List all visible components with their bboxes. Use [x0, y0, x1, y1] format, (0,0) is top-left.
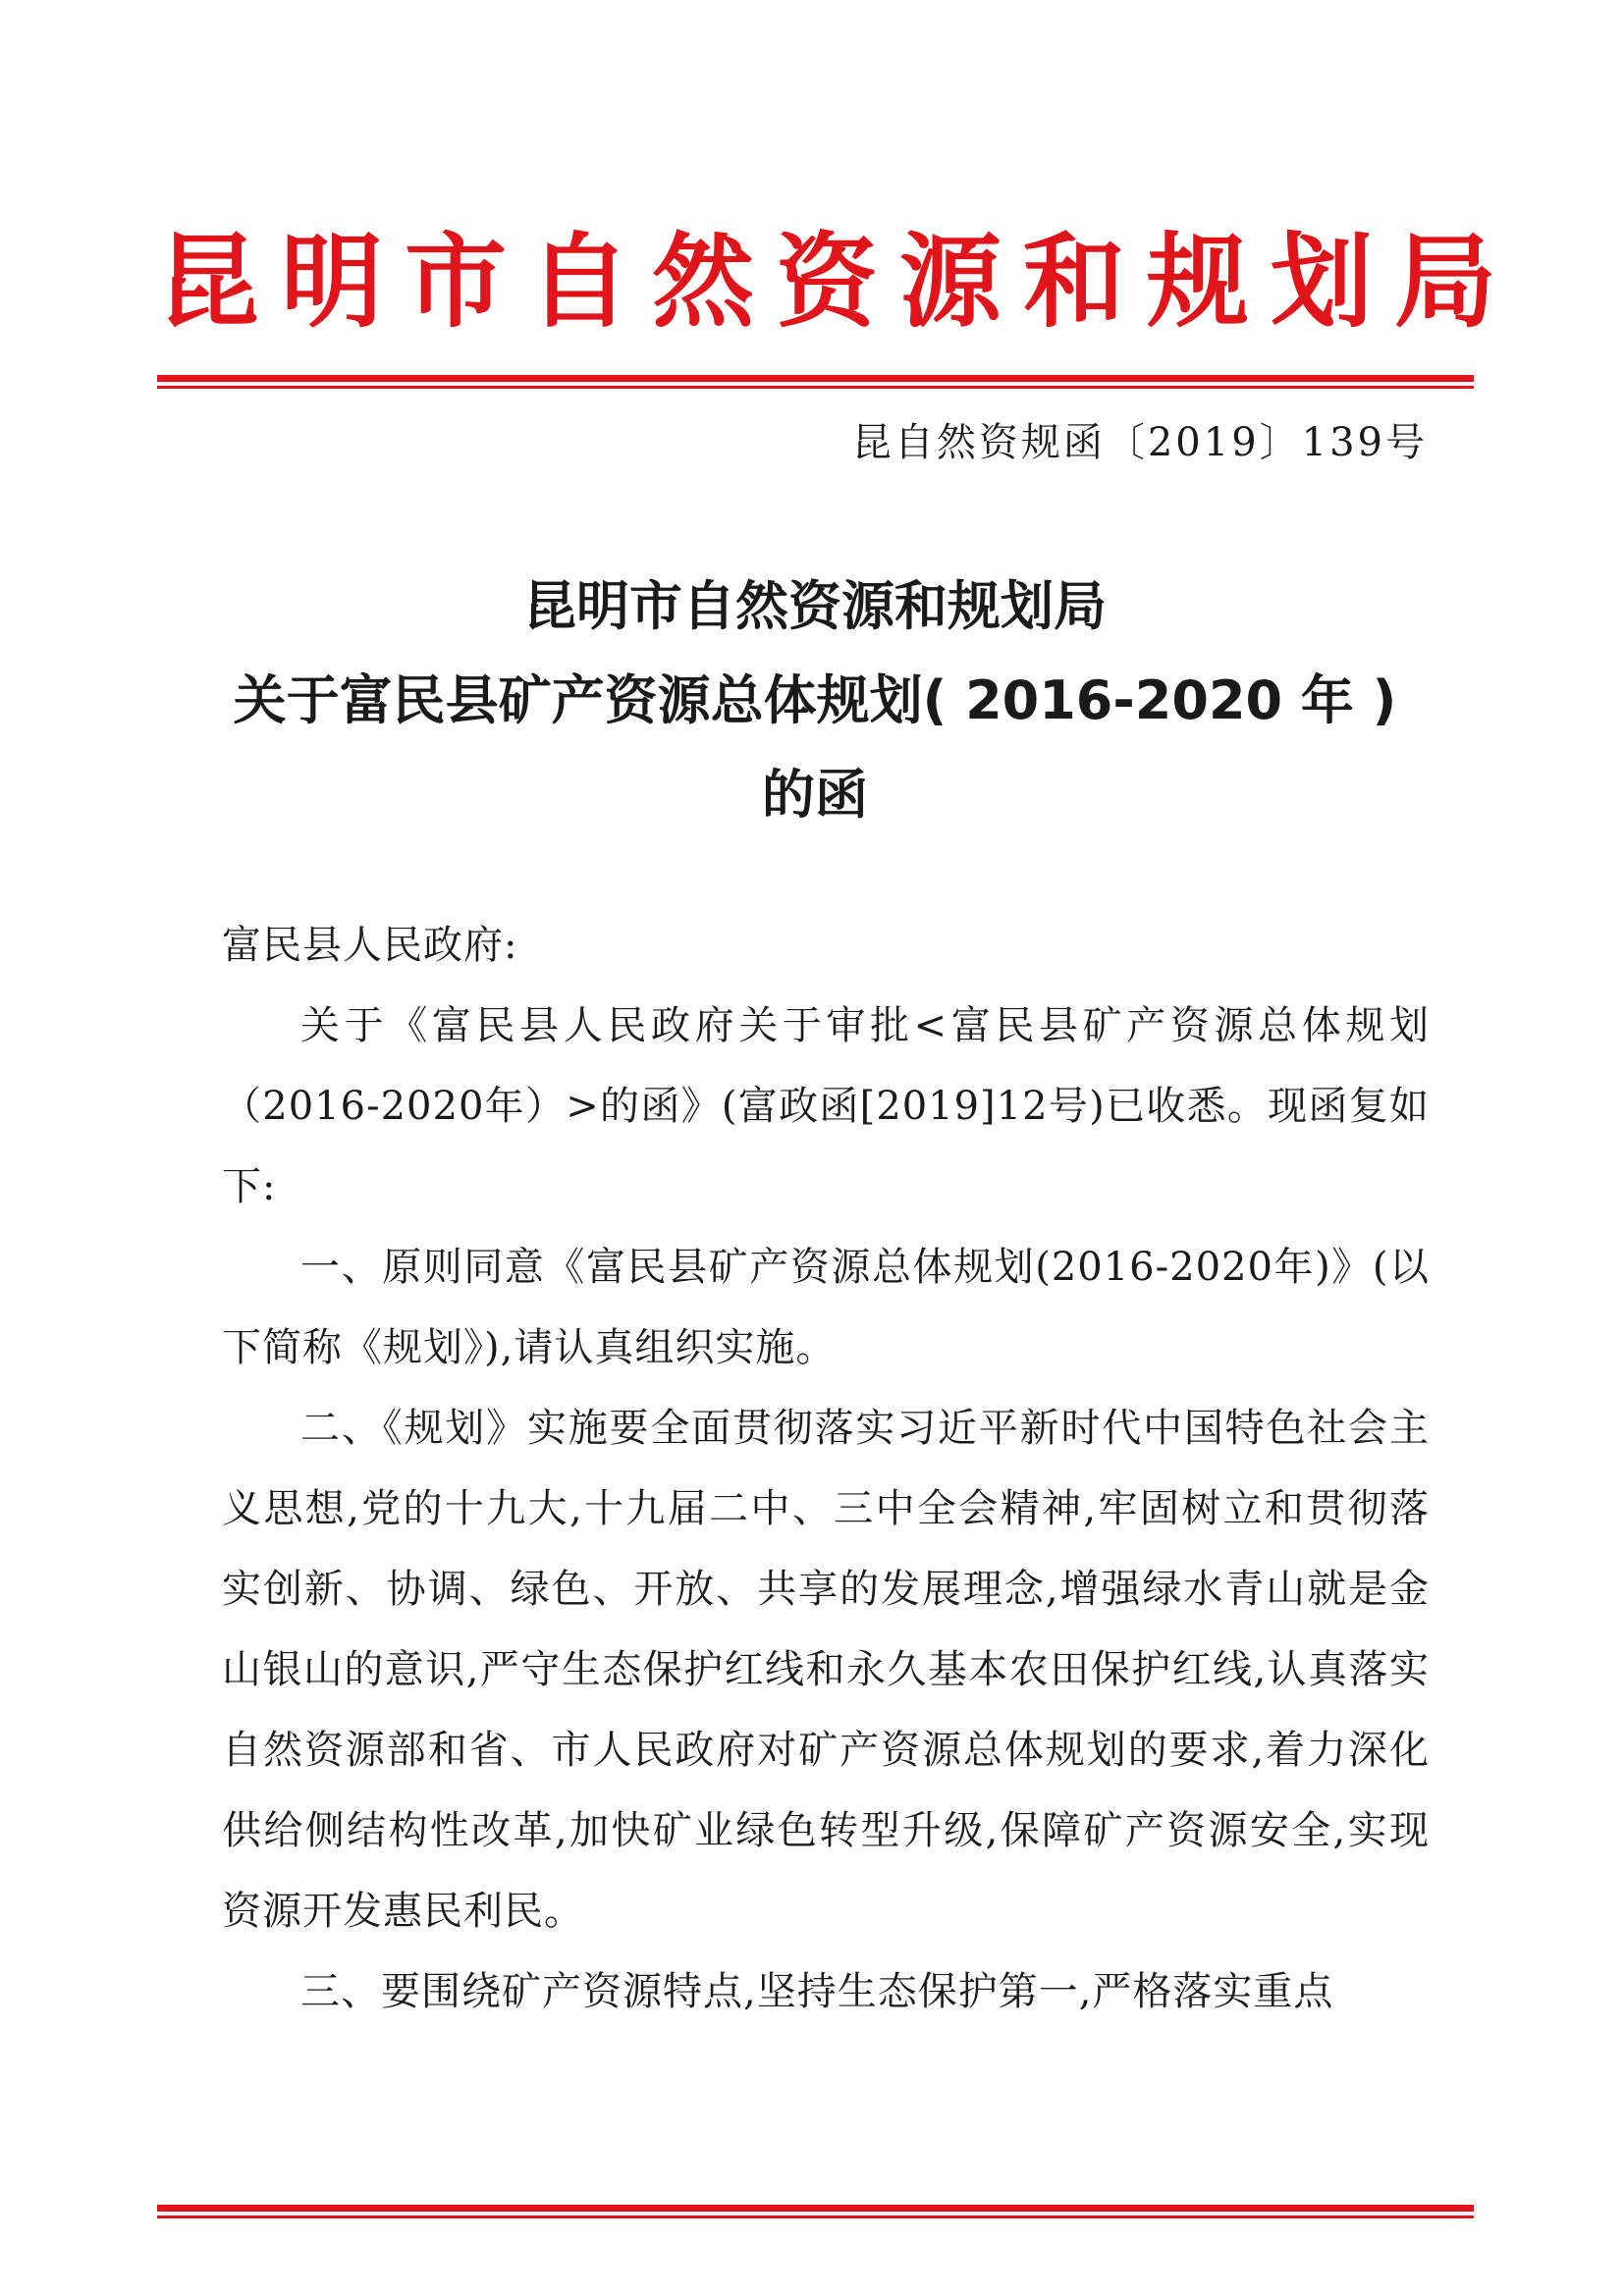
paragraph-item-3: 三、要围绕矿产资源特点,坚持生态保护第一,严格落实重点 — [300, 1969, 1334, 2014]
agency-masthead: 昆明市自然资源和规划局 — [157, 222, 1519, 342]
title-line-2: 关于富民县矿产资源总体规划( 2016-2020 年 ) — [233, 669, 1397, 731]
footer-rule-thin — [157, 2216, 1474, 2218]
document-title — [157, 560, 1473, 842]
salutation: 富民县人民政府: — [222, 923, 518, 968]
paragraph-item-2: 二、《规划》实施要全面贯彻落实习近平新时代中国特色社会主义思想,党的十九大,十九届二中、三中全会精神,牢固树立和贯彻落实创新、协调、绿色、开放、共享的发展理念,增强绿水青山就是金山银山的意识,严守生态保护红线和永久基本农田保护红线,认真落实自然资源部和省、市人民政府对矿产资源总体规划的要求,着力深化供给侧结构性改革,加快矿业绿色转型升级,保障矿产资源安全,实现资源开发惠民利民。 — [222, 1406, 1430, 1934]
header-rule-thin — [157, 386, 1474, 389]
header-rule-thick — [157, 375, 1474, 382]
title-line-3: 的函 — [762, 764, 868, 826]
footer-rule-thick — [157, 2205, 1474, 2212]
document-number: 昆自然资规函〔2019〕139号 — [851, 420, 1428, 465]
letter-body — [222, 905, 1430, 2032]
paragraph-item-1: 一、原则同意《富民县矿产资源总体规划(2016-2020年)》(以下简称《规划》),请认真组织实施。 — [222, 1245, 1430, 1370]
paragraph-intro: 关于《富民县人民政府关于审批<富民县矿产资源总体规划（2016-2020年）>的函》(富政函[2019]12号)已收悉。现函复如下: — [222, 1003, 1430, 1209]
title-line-1: 昆明市自然资源和规划局 — [523, 575, 1107, 637]
